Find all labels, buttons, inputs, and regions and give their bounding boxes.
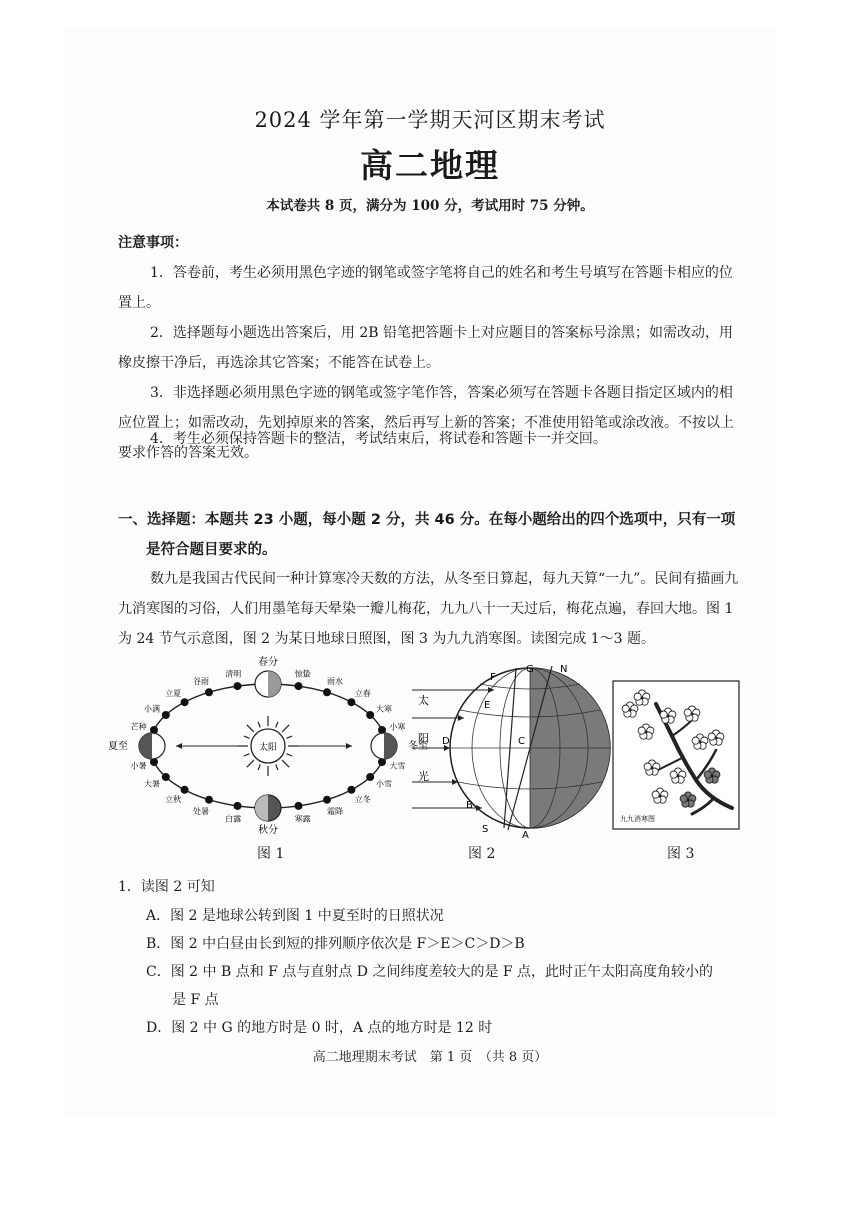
figure2-illumination [412,660,608,841]
sun-ray [244,754,250,756]
solar-term-label: 处暑 [193,807,209,816]
earth-autumn-equinox-icon [255,795,281,821]
sun-ray [276,722,278,728]
sun-ray [287,754,293,756]
solar-term-label: 小雪 [376,779,392,789]
sun-ray [258,722,260,728]
question-1-option-a: A．图 2 是地球公转到图 1 中夏至时的日照状况 [146,908,444,924]
question-1-option-c [146,958,750,1014]
section-intro: 数九是我国古代民间一种计算寒冷天数的方法，从冬至日算起，每九天算“一九”。民间有描画九九消寒图的习俗，人们用墨笔每天晕染一瓣儿梅花，九九八十一天过后，梅花点遍，春回大地。图 1 为 24 节气示意图，图 2 为某日地球日照图，图 3 为九九消寒图。读图完成 1～3 题。 [118,571,739,647]
figure3-inner-label: 九九消寒图 [620,815,655,823]
sun-ray [244,736,250,738]
term-dot [181,698,189,706]
solar-term-label: 寒露 [294,814,311,824]
sun-ray [282,760,289,767]
exam-info: 本试卷共 8 页，满分为 100 分，考试用时 75 分钟。 [266,198,594,214]
solar-term-label: 立冬 [354,795,371,804]
figure3-caption: 图 3 [667,846,695,862]
term-dot [347,698,355,706]
term-dot [181,786,189,794]
question-1-option-c-line1: C．图 2 中 B 点和 F 点与直射点 D 之间纬度差较大的是 F 点，此时正午太阳高度角较小的 [146,964,714,980]
solar-term-label: 秋分 [258,825,278,836]
solar-term-label: 立春 [354,689,371,698]
solar-term-label: 冬至 [408,741,428,752]
solar-term-label: 立夏 [165,689,182,698]
term-dot [295,802,303,810]
solar-term-label: 小寒 [389,722,406,732]
question-1-option-c-line2: 是 F 点 [172,992,219,1008]
solar-term-label: 芒种 [130,722,147,732]
note-item: 4．考生必须保持答题卡的整洁，考试结束后，将试卷和答题卡一并交回。 [150,431,607,447]
exam-title: 2024 学年第一学期天河区期末考试 [254,108,606,132]
solar-term-label: 霜降 [327,807,343,816]
notes-heading: 注意事项： [118,235,188,251]
term-dot [162,773,170,781]
sunlight-label-char: 光 [418,770,429,783]
term-dot [366,773,374,781]
note-item: 3．非选择题必须用黑色字迹的钢笔或签字笔作答，答案必须写在答题卡各题目指定区域内的相应位置上；如需改动，先划掉原来的答案，然后再写上新的答案；不准使用铅笔或涂改液。不按以上要求作答的答案无效。 [118,385,734,461]
solar-term-label: 白露 [225,814,242,824]
note-item: 1．答卷前，考生必须用黑色字迹的钢笔或签字笔将自己的姓名和考生号填写在答题卡相应的位置上。 [118,265,733,311]
figure3-plum-blossom [612,680,740,830]
point-label: C [518,736,525,747]
point-label: D [442,736,450,747]
figure1-solar-terms [108,646,428,842]
solar-term-label: 惊蛰 [294,669,311,679]
solar-term-label: 大暑 [144,779,160,789]
term-dot [205,688,213,696]
section-heading [118,505,758,565]
point-label: F [490,672,496,683]
solar-term-label: 立秋 [165,795,182,804]
sun-ray [282,725,289,732]
term-dot [295,682,303,690]
point-label: G [526,664,534,675]
term-dot [205,796,213,804]
point-label: E [484,700,491,711]
term-dot [347,786,355,794]
point-label: B [466,800,473,811]
question-1-option-d: D．图 2 中 G 的地方时是 0 时，A 点的地方时是 12 时 [146,1020,493,1036]
term-dot [234,682,242,690]
solar-term-label: 小暑 [130,761,147,771]
term-dot [162,711,170,719]
solar-term-label: 谷雨 [193,677,209,686]
earth-spring-equinox-icon [255,671,281,697]
section-heading-line1: 一、选择题：本题共 23 小题，每小题 2 分，共 46 分。在每小题给出的四个选项中，只有一项 [118,512,736,528]
question-1-stem: 1．读图 2 可知 [118,879,215,895]
sun-label: 太阳 [258,743,278,753]
term-dot [323,796,331,804]
figure2-caption: 图 2 [468,846,496,862]
note-item: 2．选择题每小题选出答案后，用 2B 铅笔把答题卡上对应题目的答案标号涂黑；如需改动，用橡皮擦干净后，再选涂其它答案；不能答在试卷上。 [118,325,734,371]
sun-ray [276,765,278,771]
solar-term-label: 春分 [258,657,278,668]
point-label: A [522,830,529,841]
earth-summer-solstice-icon [139,733,165,759]
solar-term-label: 大寒 [376,704,392,714]
page-footer: 高二地理期末考试 第 1 页 （共 8 页） [312,1050,548,1065]
term-dot [366,711,374,719]
sun-ray [287,736,293,738]
solar-term-label: 清明 [225,669,242,679]
section-heading-line2: 是符合题目要求的。 [146,542,277,558]
term-dot [234,802,242,810]
sun-ray [258,765,260,771]
question-1-option-b: B．图 2 中白昼由长到短的排列顺序依次是 F＞E＞C＞D＞B [146,936,525,952]
solar-term-label: 大雪 [389,761,406,771]
sunlight-label-char: 阳 [418,732,429,745]
point-label: S [482,824,489,835]
term-dot [323,688,331,696]
point-label: N [560,664,568,675]
exam-subject: 高二地理 [360,146,500,185]
sunlight-label-char: 太 [418,694,429,707]
sun-ray [247,725,254,732]
figure1-caption: 图 1 [257,846,285,862]
sun-ray [247,760,254,767]
solar-term-label: 夏至 [108,741,128,752]
earth-winter-solstice-icon [371,733,397,759]
solar-term-label: 雨水 [327,677,343,686]
solar-term-label: 小满 [144,704,160,714]
